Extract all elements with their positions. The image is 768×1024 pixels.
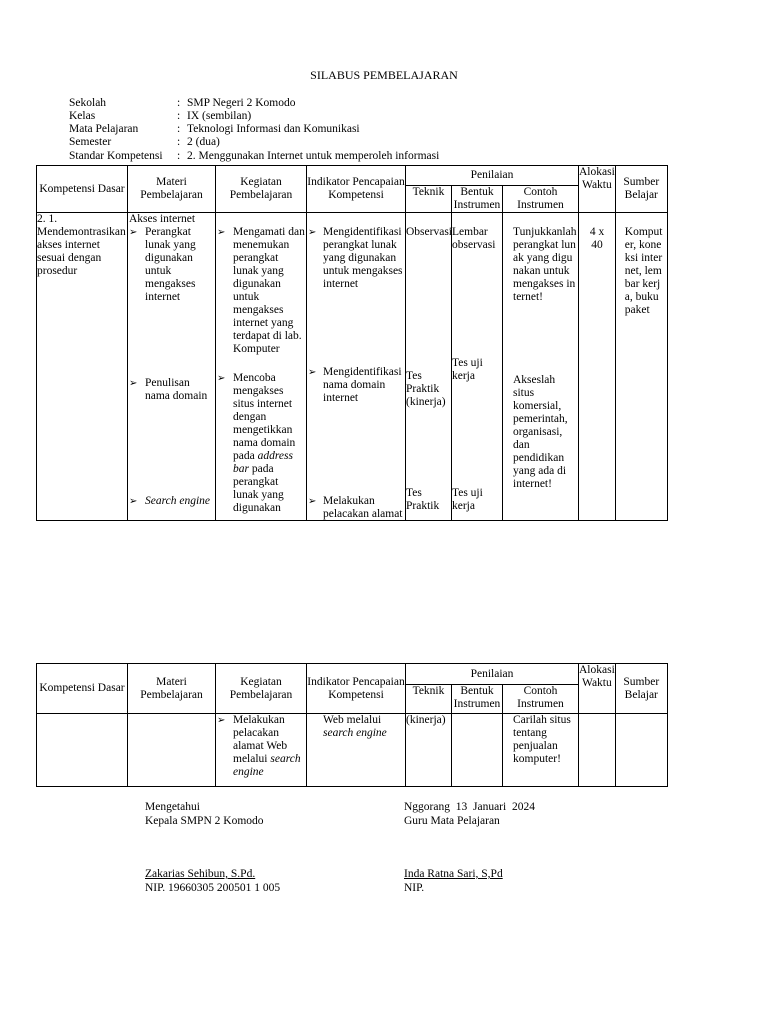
signature-right-name: Inda Ratna Sari, S,Pd bbox=[404, 868, 503, 880]
header-sumber: Sumber Belajar bbox=[615, 166, 667, 213]
bullet-icon: ➢ bbox=[217, 373, 226, 384]
header-kd: Kompetensi Dasar bbox=[37, 664, 128, 714]
kegiatan-text-em: address bar bbox=[233, 450, 293, 475]
bullet-icon: ➢ bbox=[308, 227, 317, 238]
materi-cell bbox=[128, 213, 216, 521]
header-kd: Kompetensi Dasar bbox=[37, 166, 128, 213]
header-kegiatan: Kegiatan Pembelajaran bbox=[216, 664, 307, 714]
header-contoh: Contoh Instrumen bbox=[503, 685, 579, 714]
alokasi-cell bbox=[579, 213, 616, 521]
contoh-cell bbox=[503, 714, 579, 787]
materi-heading: Akses internet bbox=[129, 213, 196, 225]
colon: : bbox=[177, 150, 181, 162]
bullet-icon: ➢ bbox=[129, 378, 138, 389]
kd-text: 2. 1. Mendemontrasikan akses internet sesuai dengan prosedur bbox=[37, 213, 126, 277]
teknik-item: Tes Praktik bbox=[406, 487, 440, 512]
kegiatan-text: Mencoba mengakses situs internet dengan mengetikkan nama domain pada bbox=[233, 372, 296, 462]
bentuk-cell bbox=[452, 213, 503, 521]
signature-left-nip: NIP. 19660305 200501 1 005 bbox=[145, 882, 281, 894]
header-teknik: Teknik bbox=[406, 685, 452, 714]
materi-item: Search engine bbox=[145, 495, 211, 507]
sumber-value: Komputer, koneksi internet, lembar kerja, buku paket bbox=[624, 226, 663, 316]
materi-item: Penulisan nama domain bbox=[145, 377, 208, 402]
teknik-cell bbox=[406, 213, 452, 521]
contoh-item: Tunjukkanlah perangkat lunak yang digunakan untuk mengakses internet! bbox=[513, 226, 577, 303]
contoh-cell bbox=[503, 213, 579, 521]
indikator-item bbox=[323, 714, 406, 740]
contoh-item: Akseslah situs komersial, pemerintah, organisasi, dan pendidikan yang ada di internet! bbox=[513, 374, 568, 490]
bullet-icon: ➢ bbox=[217, 715, 226, 726]
bullet-icon: ➢ bbox=[217, 227, 226, 238]
indikator-cell bbox=[307, 714, 406, 787]
standard-value: 2. Menggunakan Internet untuk memperoleh informasi bbox=[187, 150, 440, 162]
indikator-cell bbox=[307, 213, 406, 521]
indikator-item: Mengidentifikasi perangkat lunak yang digunakan untuk mengakses internet bbox=[323, 226, 403, 290]
bentuk-item: Tes uji kerja bbox=[452, 357, 483, 382]
kegiatan-text: pada perangkat lunak yang digunakan bbox=[233, 463, 284, 514]
teknik-item: (kinerja) bbox=[406, 714, 446, 726]
indikator-text-em: search engine bbox=[323, 727, 387, 739]
header-contoh: Contoh Instrumen bbox=[503, 186, 579, 213]
colon: : bbox=[177, 97, 181, 109]
contoh-item: Carilah situs tentang penjualan komputer! bbox=[513, 714, 571, 765]
alokasi-value: 4 x 40 bbox=[589, 226, 605, 251]
teknik-item: Observasi bbox=[406, 226, 452, 238]
syllabus-table bbox=[36, 165, 668, 521]
signature-left-name: Zakarias Sehibun, S.Pd. bbox=[145, 868, 256, 880]
semester-label: Semester bbox=[69, 136, 112, 148]
kegiatan-cell bbox=[216, 213, 307, 521]
header-alokasi: Alokasi Waktu bbox=[579, 166, 616, 213]
colon: : bbox=[177, 123, 181, 135]
indikator-item: Mengidentifikasi nama domain internet bbox=[323, 366, 402, 404]
teknik-cell bbox=[406, 714, 452, 787]
semester-value: 2 (dua) bbox=[187, 136, 220, 148]
bentuk-item: Tes uji kerja bbox=[452, 487, 483, 512]
kegiatan-text-em: search engine bbox=[233, 753, 301, 778]
bullet-icon: ➢ bbox=[308, 367, 317, 378]
colon: : bbox=[177, 110, 181, 122]
alokasi-cell bbox=[579, 714, 616, 787]
kd-cell bbox=[37, 213, 128, 521]
kegiatan-item: Mengamati dan menemukan perangkat lunak yang digunakan untuk mengakses internet yang terdapat di lab. Komputer bbox=[233, 226, 305, 355]
header-indikator: Indikator Pencapaian Kompetensi bbox=[307, 664, 406, 714]
kegiatan-item bbox=[233, 714, 306, 779]
class-label: Kelas bbox=[69, 110, 96, 122]
subject-value: Teknologi Informasi dan Komunikasi bbox=[187, 123, 360, 135]
signature-right-line1: Nggorang 13 Januari 2024 bbox=[404, 801, 535, 813]
bentuk-item: Lembar observasi bbox=[452, 226, 496, 251]
school-value: SMP Negeri 2 Komodo bbox=[187, 97, 296, 109]
bullet-icon: ➢ bbox=[129, 496, 138, 507]
teknik-item: Tes Praktik (kinerja) bbox=[406, 370, 446, 408]
header-teknik: Teknik bbox=[406, 186, 452, 213]
signature-right-line2: Guru Mata Pelajaran bbox=[404, 815, 500, 827]
sumber-cell bbox=[615, 213, 667, 521]
header-penilaian: Penilaian bbox=[406, 664, 579, 685]
bentuk-cell bbox=[452, 714, 503, 787]
materi-cell bbox=[128, 714, 216, 787]
header-indikator: Indikator Pencapaian Kompetensi bbox=[307, 166, 406, 213]
subject-label: Mata Pelajaran bbox=[69, 123, 139, 135]
signature-left-line1: Mengetahui bbox=[145, 801, 200, 813]
colon: : bbox=[177, 136, 181, 148]
class-value: IX (sembilan) bbox=[187, 110, 252, 122]
header-alokasi: Alokasi Waktu bbox=[579, 664, 616, 714]
standard-label: Standar Kompetensi bbox=[69, 150, 163, 162]
header-materi: Materi Pembelajaran bbox=[128, 166, 216, 213]
header-bentuk: Bentuk Instrumen bbox=[452, 186, 503, 213]
bullet-icon: ➢ bbox=[129, 227, 138, 238]
sumber-cell bbox=[615, 714, 667, 787]
page-title: SILABUS PEMBELAJARAN bbox=[310, 68, 458, 82]
indikator-item: Melakukan pelacakan alamat bbox=[323, 495, 403, 520]
kegiatan-text: Melakukan pelacakan alamat Web melalui bbox=[233, 714, 288, 765]
header-penilaian: Penilaian bbox=[406, 166, 579, 186]
school-label: Sekolah bbox=[69, 97, 107, 109]
bullet-icon: ➢ bbox=[308, 496, 317, 507]
materi-item: Perangkat lunak yang digunakan untuk mengakses internet bbox=[145, 226, 196, 303]
signature-right-nip: NIP. bbox=[404, 882, 425, 894]
indikator-text: Web melalui bbox=[323, 714, 382, 726]
kegiatan-cell bbox=[216, 714, 307, 787]
header-bentuk: Bentuk Instrumen bbox=[452, 685, 503, 714]
header-sumber: Sumber Belajar bbox=[615, 664, 667, 714]
header-kegiatan: Kegiatan Pembelajaran bbox=[216, 166, 307, 213]
syllabus-table-continued bbox=[36, 663, 668, 787]
kd-cell bbox=[37, 714, 128, 787]
header-materi: Materi Pembelajaran bbox=[128, 664, 216, 714]
signature-left-line2: Kepala SMPN 2 Komodo bbox=[145, 815, 264, 827]
kegiatan-item bbox=[233, 372, 306, 515]
